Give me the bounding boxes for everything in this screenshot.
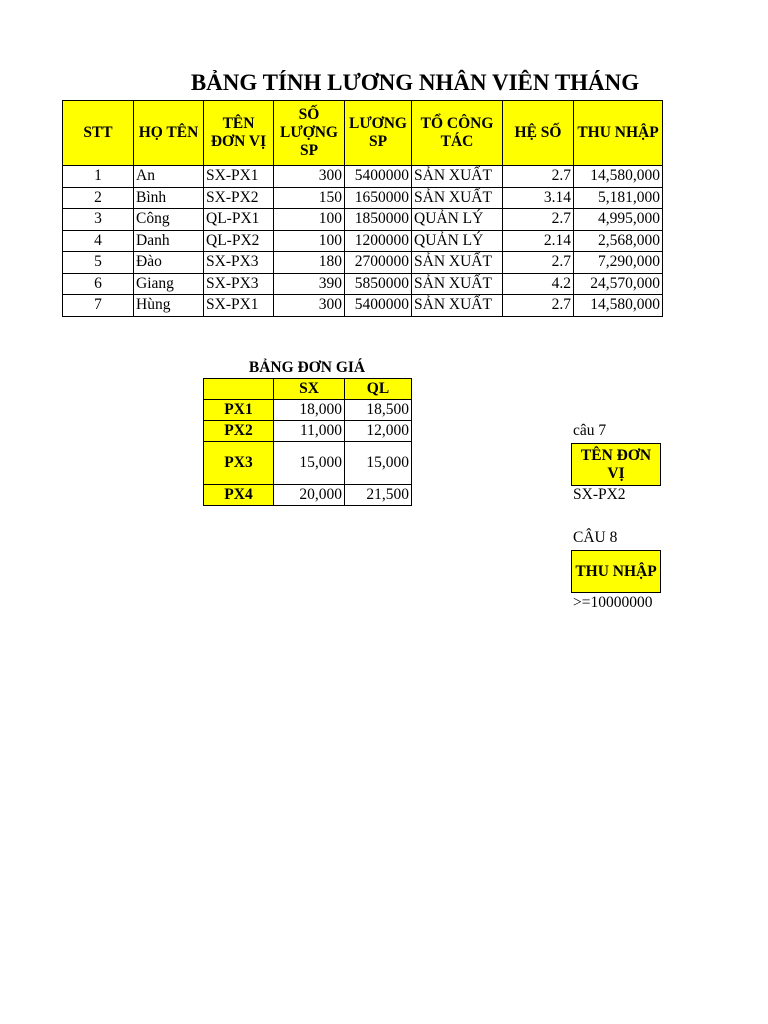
so-luong-sp-cell[interactable]: 300 [274,166,345,188]
luong-sp-cell[interactable]: 1850000 [345,209,412,231]
ho-ten-cell[interactable]: Đào [134,252,204,274]
price-header-corner[interactable] [204,379,274,400]
ten-don-vi-cell[interactable]: SX-PX1 [204,166,274,188]
thu-nhap-cell[interactable]: 2,568,000 [574,230,663,252]
salary-table-header-row [63,101,663,166]
to-cong-tac-cell[interactable]: SẢN XUẤT [412,295,503,317]
thu-nhap-cell[interactable]: 24,570,000 [574,273,663,295]
he-so-cell[interactable]: 2.7 [503,295,574,317]
table-row [63,252,663,274]
ten-don-vi-cell[interactable]: SX-PX3 [204,252,274,274]
ho-ten-cell[interactable]: Công [134,209,204,231]
page-title: BẢNG TÍNH LƯƠNG NHÂN VIÊN THÁNG [190,70,640,95]
luong-sp-cell[interactable]: 5400000 [345,295,412,317]
table-row [63,230,663,252]
luong-sp-cell[interactable]: 1200000 [345,230,412,252]
ten-don-vi-cell[interactable]: QL-PX2 [204,230,274,252]
thu-nhap-cell[interactable]: 7,290,000 [574,252,663,274]
to-cong-tac-cell[interactable]: SẢN XUẤT [412,273,503,295]
price-row [204,485,412,506]
cau7-label: câu 7 [573,422,607,439]
table-row [63,295,663,317]
price-table-header-row [204,379,412,400]
cau8-criteria-table [571,550,661,593]
so-luong-sp-cell[interactable]: 100 [274,209,345,231]
price-cell[interactable]: 20,000 [274,485,345,506]
thu-nhap-cell[interactable]: 14,580,000 [574,166,663,188]
stt-cell[interactable]: 4 [63,230,134,252]
cau8-label: CÂU 8 [573,529,618,546]
cau8-header[interactable]: THU NHẬP [572,551,661,593]
ho-ten-cell[interactable]: Bình [134,187,204,209]
cau7-value[interactable]: SX-PX2 [573,486,626,503]
ten-don-vi-cell[interactable]: SX-PX3 [204,273,274,295]
price-row [204,400,412,421]
price-row-label[interactable]: PX1 [204,400,274,421]
header-he-so[interactable]: HỆ SỐ [503,101,574,166]
price-row [204,421,412,442]
stt-cell[interactable]: 7 [63,295,134,317]
thu-nhap-cell[interactable]: 4,995,000 [574,209,663,231]
ten-don-vi-cell[interactable]: SX-PX1 [204,295,274,317]
price-header-sx[interactable]: SX [274,379,345,400]
ho-ten-cell[interactable]: An [134,166,204,188]
ten-don-vi-cell[interactable]: QL-PX1 [204,209,274,231]
header-thu-nhap[interactable]: THU NHẬP [574,101,663,166]
price-row [204,442,412,485]
cau7-header[interactable]: TÊN ĐƠN VỊ [572,444,661,486]
to-cong-tac-cell[interactable]: QUẢN LÝ [412,209,503,231]
luong-sp-cell[interactable]: 1650000 [345,187,412,209]
cau8-value[interactable]: >=10000000 [573,594,653,611]
table-row [63,273,663,295]
he-so-cell[interactable]: 2.14 [503,230,574,252]
table-row [63,209,663,231]
price-cell[interactable]: 11,000 [274,421,345,442]
so-luong-sp-cell[interactable]: 300 [274,295,345,317]
cau7-criteria-table [571,443,661,486]
luong-sp-cell[interactable]: 5400000 [345,166,412,188]
price-table-title: BẢNG ĐƠN GIÁ [248,359,366,376]
stt-cell[interactable]: 6 [63,273,134,295]
header-so-luong-sp[interactable]: SỐ LƯỢNG SP [274,101,345,166]
price-cell[interactable]: 18,000 [274,400,345,421]
ho-ten-cell[interactable]: Danh [134,230,204,252]
he-so-cell[interactable]: 2.7 [503,252,574,274]
to-cong-tac-cell[interactable]: QUẢN LÝ [412,230,503,252]
he-so-cell[interactable]: 4.2 [503,273,574,295]
header-ho-ten[interactable]: HỌ TÊN [134,101,204,166]
luong-sp-cell[interactable]: 5850000 [345,273,412,295]
ho-ten-cell[interactable]: Hùng [134,295,204,317]
price-cell[interactable]: 21,500 [345,485,412,506]
cau7-header-row [572,444,661,486]
price-row-label[interactable]: PX2 [204,421,274,442]
to-cong-tac-cell[interactable]: SẢN XUẤT [412,166,503,188]
header-to-cong-tac[interactable]: TỔ CÔNG TÁC [412,101,503,166]
he-so-cell[interactable]: 2.7 [503,166,574,188]
so-luong-sp-cell[interactable]: 100 [274,230,345,252]
so-luong-sp-cell[interactable]: 390 [274,273,345,295]
salary-table [62,100,663,317]
to-cong-tac-cell[interactable]: SẢN XUẤT [412,187,503,209]
stt-cell[interactable]: 5 [63,252,134,274]
price-row-label[interactable]: PX4 [204,485,274,506]
thu-nhap-cell[interactable]: 5,181,000 [574,187,663,209]
price-header-ql[interactable]: QL [345,379,412,400]
ho-ten-cell[interactable]: Giang [134,273,204,295]
to-cong-tac-cell[interactable]: SẢN XUẤT [412,252,503,274]
price-cell[interactable]: 18,500 [345,400,412,421]
price-cell[interactable]: 15,000 [274,442,345,485]
stt-cell[interactable]: 2 [63,187,134,209]
stt-cell[interactable]: 1 [63,166,134,188]
price-row-label[interactable]: PX3 [204,442,274,485]
cau8-header-row [572,551,661,593]
price-cell[interactable]: 15,000 [345,442,412,485]
header-stt[interactable]: STT [63,101,134,166]
header-ten-don-vi[interactable]: TÊN ĐƠN VỊ [204,101,274,166]
luong-sp-cell[interactable]: 2700000 [345,252,412,274]
price-cell[interactable]: 12,000 [345,421,412,442]
header-luong-sp[interactable]: LƯƠNG SP [345,101,412,166]
table-row [63,187,663,209]
so-luong-sp-cell[interactable]: 180 [274,252,345,274]
table-row [63,166,663,188]
thu-nhap-cell[interactable]: 14,580,000 [574,295,663,317]
he-so-cell[interactable]: 2.7 [503,209,574,231]
price-table [203,378,412,506]
stt-cell[interactable]: 3 [63,209,134,231]
so-luong-sp-cell[interactable]: 150 [274,187,345,209]
he-so-cell[interactable]: 3.14 [503,187,574,209]
ten-don-vi-cell[interactable]: SX-PX2 [204,187,274,209]
